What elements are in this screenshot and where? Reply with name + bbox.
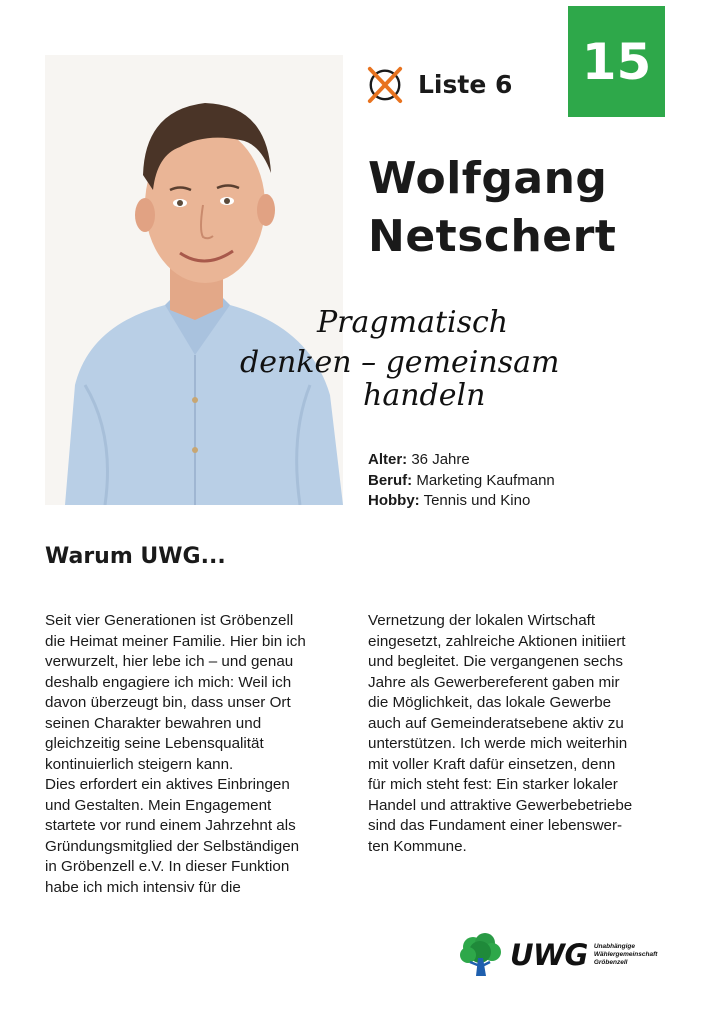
candidate-facts <box>368 450 555 512</box>
slogan <box>235 300 675 415</box>
candidate-number-badge <box>568 6 665 117</box>
candidate-last-name: Netschert <box>368 211 617 262</box>
body-column-left <box>45 611 345 898</box>
body-column-right <box>368 611 678 857</box>
fact-profession: Beruf: Marketing Kaufmann <box>368 471 555 489</box>
section-title: Warum UWG... <box>45 544 226 569</box>
list-indicator <box>366 64 512 104</box>
x-ballot-mark-icon <box>366 64 404 104</box>
body-text-right: Vernetzung der lokalen Wirtschaft eingesetzt, zahlreiche Aktionen initiiert und begleitet. Die vergangenen sechs Jahre als Gewerbereferent gaben mir die Möglichkeit, das lokale Gewerbe auch auf Gemeinderatsebene aktiv zu unterstützen. Ich werde mich weiterhin mit voller Kraft dafür einsetzen, denn für mich steht fest: Ein starker lokaler Handel und attraktive Gewerbebetriebe sind das Fundament einer lebenswer- ten Kommune. <box>368 612 633 855</box>
candidate-number: 15 <box>581 32 652 91</box>
slogan-line-1: Pragmatisch <box>317 305 509 340</box>
candidate-first-name: Wolfgang <box>368 153 608 204</box>
slogan-line-2: denken – gemeinsam <box>240 345 560 380</box>
list-label: Liste 6 <box>418 69 513 99</box>
tree-icon <box>458 932 504 978</box>
fact-age: Alter: 36 Jahre <box>368 451 470 468</box>
candidate-name <box>368 150 616 266</box>
candidate-photo <box>45 55 343 505</box>
uwg-logo <box>458 930 673 980</box>
slogan-line-3: handeln <box>363 378 486 413</box>
fact-hobby: Hobby: Tennis und Kino <box>368 492 531 509</box>
logo-tagline: Unabhängige Wählergemeinschaft Gröbenzell <box>593 943 658 966</box>
body-text-left: Seit vier Generationen ist Gröbenzell die Heimat meiner Familie. Hier bin ich verwurzelt, hier lebe ich – und genau deshalb engagiere ich mich: Weil ich davon überzeugt bin, dass unser Ort seinen Charakter bewahren und gleichzeitig seine Lebensqualität kontinuierlich steigern kann. Dies erfordert ein aktives Einbringen und Gestalten. Mein Engagement startete vor rund einem Jahrzehnt als Gründungsmitglied der Selbständigen in Gröbenzell e.V. In dieser Funktion habe ich mich intensiv für die <box>45 612 306 896</box>
logo-text: UWG <box>510 938 588 972</box>
